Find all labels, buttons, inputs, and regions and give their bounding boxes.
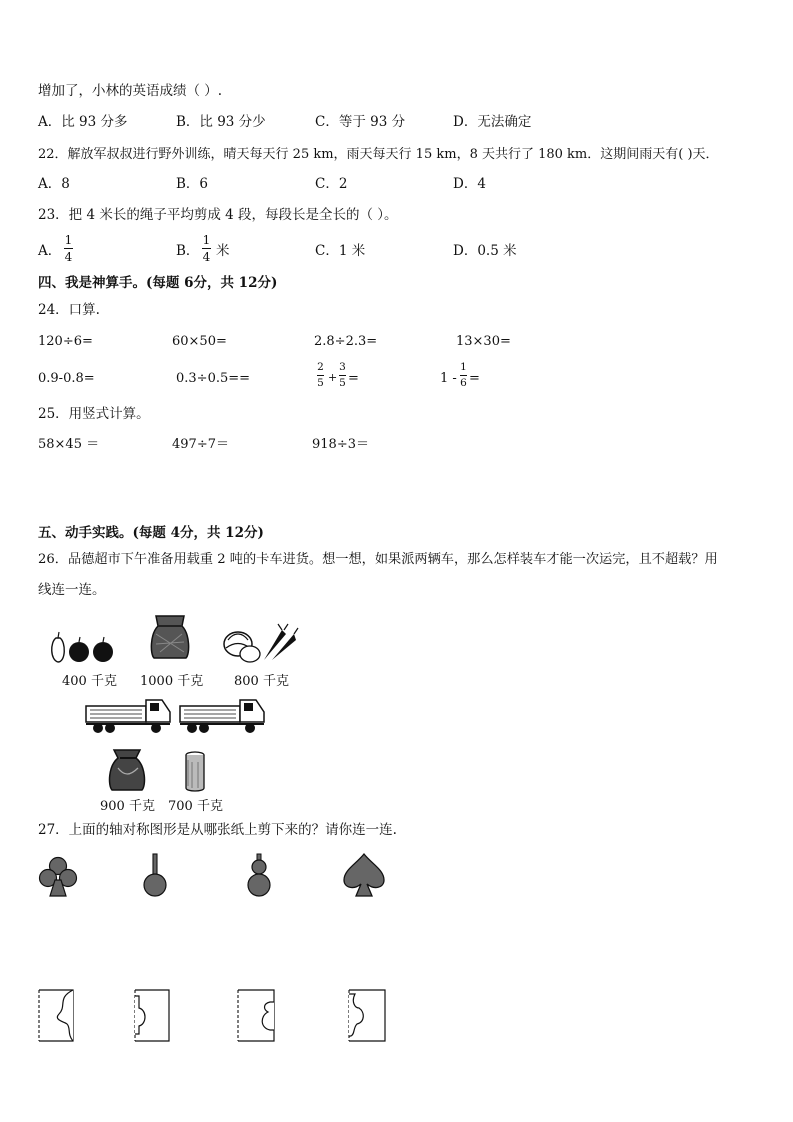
folded-paper-icon — [236, 988, 278, 1044]
q27-text: 27．上面的轴对称图形是从哪张纸上剪下来的？请你连一连. — [38, 822, 397, 838]
q25-item-3: 918÷3＝ — [312, 437, 369, 452]
denominator: 4 — [64, 250, 73, 264]
q24-item-3: 2.8÷2.3= — [314, 334, 378, 349]
q24-item-7-fraction-1 — [317, 362, 324, 388]
q23-option-a-fraction — [64, 234, 73, 263]
barrel-icon — [182, 750, 208, 794]
denominator: 5 — [317, 376, 324, 389]
q22-option-c[interactable]: C．2 — [315, 176, 348, 192]
q21-option-a[interactable]: A．比 93 分多 — [38, 114, 128, 130]
goods-label-1000: 1000 千克 — [140, 674, 204, 689]
fraction-bar — [202, 248, 211, 249]
folded-paper-icon — [347, 988, 389, 1044]
q21-option-d[interactable]: D．无法确定 — [453, 114, 532, 130]
q22-text: 22．解放军叔叔进行野外训练，晴天每天行 25 km，雨天每天行 15 km，8 天共行了 180 km．这期间雨天有( )天． — [38, 147, 719, 162]
fraction-bar — [460, 375, 467, 376]
q24-item-7-fraction-2 — [339, 362, 346, 388]
numerator: 1 — [202, 233, 211, 247]
q24-item-8-prefix: 1 - — [440, 371, 457, 386]
fraction-bar — [339, 375, 346, 376]
sack-icon — [148, 612, 192, 662]
goods-label-400: 400 千克 — [62, 674, 117, 689]
q23-option-b-prefix[interactable]: B． — [176, 243, 200, 259]
q24-item-2: 60×50= — [172, 334, 227, 349]
q22-option-d[interactable]: D．4 — [453, 176, 486, 192]
q26-text-line-2: 线连一连。 — [38, 582, 106, 598]
q24-item-1: 120÷6= — [38, 334, 93, 349]
q22-option-a[interactable]: A．8 — [38, 176, 70, 192]
denominator: 6 — [460, 376, 467, 389]
numerator: 2 — [317, 361, 324, 373]
folded-paper-icon — [37, 988, 77, 1044]
q23-option-b-fraction — [202, 234, 211, 263]
numerator: 3 — [339, 361, 346, 373]
q23-text: 23．把 4 米长的绳子平均剪成 4 段，每段长是全长的（ ）。 — [38, 207, 398, 223]
fraction-bar — [64, 248, 73, 249]
spade-shape-icon — [342, 852, 386, 898]
denominator: 5 — [339, 376, 346, 389]
q22-option-b[interactable]: B．6 — [176, 176, 209, 192]
q23-option-a-prefix[interactable]: A． — [38, 243, 62, 259]
q24-text: 24．口算. — [38, 302, 100, 318]
q24-item-4: 13×30= — [456, 334, 511, 349]
vegetables-icon — [220, 622, 300, 666]
truck-icon — [178, 694, 268, 736]
denominator: 4 — [202, 250, 211, 264]
q25-item-2: 497÷7＝ — [172, 437, 229, 452]
bag-icon — [106, 746, 150, 792]
q24-item-8-fraction — [460, 362, 467, 388]
club-shape-icon — [38, 856, 78, 898]
q24-item-5: 0.9-0.8= — [38, 371, 95, 386]
section-4-title: 四、我是神算手。(每题 6分，共 12分) — [38, 275, 278, 291]
q23-option-d[interactable]: D．0.5 米 — [453, 243, 517, 259]
goods-label-700: 700 千克 — [168, 799, 223, 814]
q24-item-6: 0.3÷0.5== — [176, 371, 251, 386]
numerator: 1 — [64, 233, 73, 247]
q24-item-7-plus: + — [328, 371, 338, 384]
section-5-title: 五、动手实践。(每题 4分，共 12分) — [38, 525, 264, 541]
q21-continuation: 增加了，小林的英语成绩（ ）. — [38, 83, 223, 99]
goods-label-800: 800 千克 — [234, 674, 289, 689]
gourd-stick-shape-icon — [140, 852, 170, 898]
q26-text-line-1: 26．品德超市下午准备用载重 2 吨的卡车进货。想一想，如果派两辆车，那么怎样装车才能一次运完，且不超载？用 — [38, 552, 718, 567]
folded-paper-icon — [133, 988, 173, 1044]
q23-option-b-unit: 米 — [216, 243, 230, 259]
numerator: 1 — [460, 361, 467, 373]
truck-icon — [84, 694, 174, 736]
q21-option-b[interactable]: B．比 93 分少 — [176, 114, 266, 130]
q25-text: 25．用竖式计算。 — [38, 406, 150, 422]
q21-option-c[interactable]: C．等于 93 分 — [315, 114, 406, 130]
fraction-bar — [317, 375, 324, 376]
fruit-icon — [46, 626, 120, 666]
gourd-shape-icon — [243, 852, 275, 898]
q25-item-1: 58×45 ＝ — [38, 437, 100, 452]
q24-item-7-equals: = — [348, 371, 359, 386]
q23-option-c[interactable]: C．1 米 — [315, 243, 366, 259]
goods-label-900: 900 千克 — [100, 799, 155, 814]
q24-item-8-equals: = — [469, 371, 480, 386]
